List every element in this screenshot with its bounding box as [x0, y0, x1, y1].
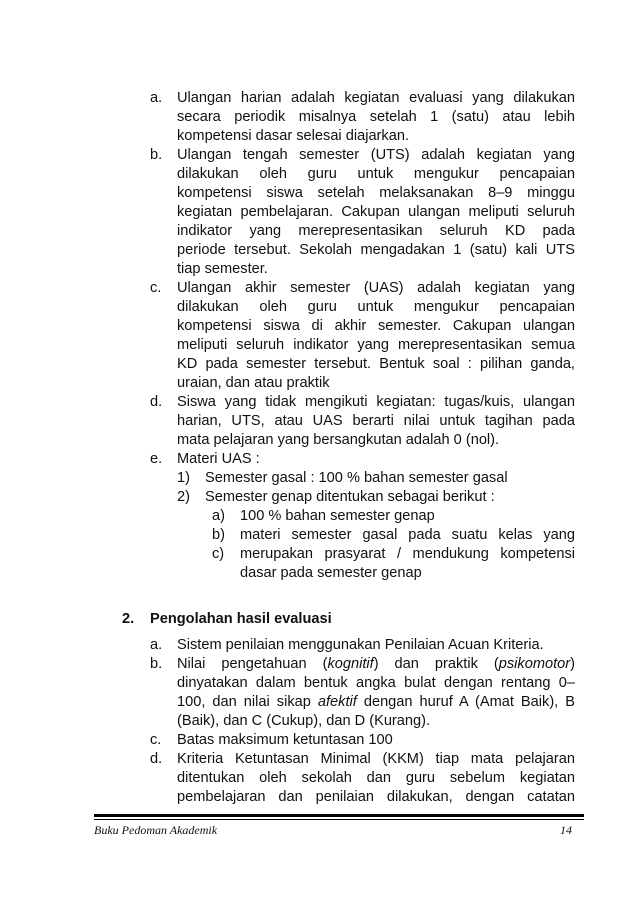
text-line: ditentukan oleh sekolah dan guru sebelum kegiatan — [177, 770, 575, 786]
text-line: mata pelajaran yang bersangkutan adalah 0 (nol). — [177, 432, 500, 448]
text-line: pembelajaran dan penilaian dilakukan, dengan catatan — [177, 789, 575, 805]
text-line: kompetensi siswa setelah melaksanakan 8–9 minggu — [177, 185, 575, 201]
list-label: 2) — [177, 489, 190, 505]
text-line: dasar pada semester genap — [240, 565, 422, 581]
list-label: d. — [150, 394, 163, 410]
text-line: KD pada semester tersebut. Bentuk soal : pilihan ganda, — [177, 356, 575, 372]
text-line: Semester genap ditentukan sebagai berikut : — [205, 489, 495, 505]
text-line: materi semester gasal pada suatu kelas yang — [240, 527, 575, 543]
text-line: Batas maksimum ketuntasan 100 — [177, 732, 393, 748]
text-span: ) dan praktik ( — [373, 656, 499, 672]
text-span: Nilai pengetahuan ( — [177, 656, 328, 672]
footer-book-title: Buku Pedoman Akademik — [94, 823, 218, 837]
text-line: kegiatan pembelajaran. Cakupan ulangan meliputi seluruh — [177, 204, 575, 220]
list-label: a. — [150, 90, 163, 106]
list-label: b. — [150, 147, 163, 163]
italic-term: psikomotor — [498, 656, 571, 672]
text-line: secara periodik misalnya setelah 1 (satu) atau lebih — [177, 109, 575, 125]
text-line: periode tersebut. Sekolah mengadakan 1 (satu) kali UTS — [177, 242, 575, 258]
text-line: Semester gasal : 100 % bahan semester gasal — [205, 470, 508, 486]
text-line: Ulangan akhir semester (UAS) adalah kegiatan yang — [177, 280, 575, 296]
list-label: c. — [150, 732, 162, 748]
footer-rule-thin — [94, 819, 584, 820]
text-span: 100, dan nilai sikap — [177, 694, 318, 710]
text-line: Ulangan tengah semester (UTS) adalah kegiatan yang — [177, 147, 575, 163]
text-line: dilakukan oleh guru untuk mengukur pencapaian — [177, 166, 575, 182]
list-label: d. — [150, 751, 163, 767]
text-line: (Baik), dan C (Cukup), dan D (Kurang). — [177, 713, 431, 729]
text-line: harian, UTS, atau UAS berarti nilai untuk tagihan pada — [177, 413, 575, 429]
text-line: kompetensi dasar selesai diajarkan. — [177, 128, 410, 144]
text-line: dinyatakan dalam bentuk angka bulat dengan rentang 0– — [177, 675, 575, 691]
text-line: Kriteria Ketuntasan Minimal (KKM) tiap mata pelajaran — [177, 751, 575, 767]
text-line — [177, 655, 575, 673]
text-line: dilakukan oleh guru untuk mengukur pencapaian — [177, 299, 575, 315]
list-label: e. — [150, 451, 163, 467]
list-label: b) — [212, 527, 225, 543]
section-number: 2. — [122, 611, 135, 627]
list-label: a) — [212, 508, 225, 524]
text-line — [177, 693, 575, 711]
list-label: 1) — [177, 470, 190, 486]
text-line: uraian, dan atau praktik — [177, 375, 330, 391]
text-line: merupakan prasyarat / mendukung kompetensi — [240, 546, 575, 562]
list-label: c. — [150, 280, 162, 296]
italic-term: kognitif — [327, 656, 374, 672]
section-title: Pengolahan hasil evaluasi — [150, 611, 332, 627]
materi-sub-c-label: c) — [212, 546, 225, 562]
text-line: indikator yang merepresentasikan seluruh KD pada — [177, 223, 575, 239]
list-label: a. — [150, 637, 163, 653]
text-line: 100 % bahan semester genap — [240, 508, 435, 524]
text-line: kompetensi siswa di akhir semester. Cakupan ulangan — [177, 318, 575, 334]
footer-rule-thick — [94, 814, 584, 817]
text-span: ) — [570, 656, 575, 672]
text-line: Siswa yang tidak mengikuti kegiatan: tugas/kuis, ulangan — [177, 394, 575, 410]
italic-term: afektif — [317, 694, 357, 710]
text-line: meliputi seluruh indikator yang merepresentasikan semua — [177, 337, 575, 353]
text-line: Ulangan harian adalah kegiatan evaluasi yang dilakukan — [177, 90, 575, 106]
text-span: dengan huruf A (Amat Baik), B — [356, 694, 575, 710]
text-line: Materi UAS : — [177, 451, 260, 467]
text-line: Sistem penilaian menggunakan Penilaian Acuan Kriteria. — [177, 637, 544, 653]
text-line: tiap semester. — [177, 261, 268, 277]
footer-page-number: 14 — [560, 823, 572, 837]
list-label: b. — [150, 656, 163, 672]
